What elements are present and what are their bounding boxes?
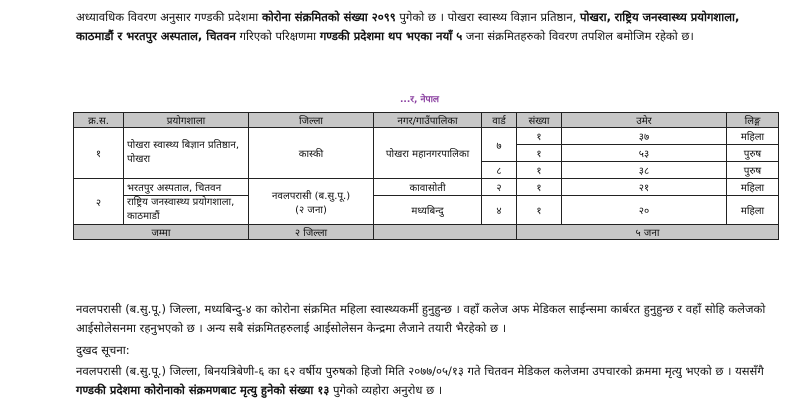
cell-municipality: मध्यबिन्दु xyxy=(374,196,482,225)
cell-gender: पुरुष xyxy=(727,145,779,162)
cell-lab: राष्ट्रिय जनस्वास्थ्य प्रयोगशाला, काठमाडौं xyxy=(124,196,249,225)
intro-lab-pokhara: पोखरा, xyxy=(579,10,611,24)
new-cases-count: गण्डकी प्रदेशमा थप भएका नयाँ ५ xyxy=(319,29,463,43)
intro-paragraph xyxy=(76,8,776,46)
death-paragraph xyxy=(76,362,776,400)
cell-age: ५३ xyxy=(562,145,727,162)
cell-ward: ४ xyxy=(482,196,517,225)
intro-text: पुगेको छ । पोखरा स्वास्थ्य विज्ञान प्रतिष्ठान, xyxy=(395,10,580,24)
total-persons: ५ जना xyxy=(517,225,779,240)
table-header-row xyxy=(74,113,779,128)
header-sn: क्र.स. xyxy=(74,113,124,128)
intro-text: गरिएको परिक्षणमा xyxy=(235,29,320,43)
cell-age: ३८ xyxy=(562,162,727,179)
cell-age: ३७ xyxy=(562,128,727,145)
death-text: पुगेको व्यहोरा अनुरोध छ । xyxy=(329,383,443,397)
district-name: नवलपरासी (ब.सु.पू.) xyxy=(271,190,351,202)
intro-labs: राष्ट्रिय जनस्वास्थ्य प्रयोगशाला, काठमाडौं र भरतपुर अस्पताल, चितवन xyxy=(76,10,740,43)
cell-district xyxy=(249,179,374,225)
cell-count: १ xyxy=(517,145,562,162)
cell-count: १ xyxy=(517,196,562,225)
cell-ward: ८ xyxy=(482,162,517,179)
total-row xyxy=(74,225,779,240)
intro-text: अध्यावधिक विवरण अनुसार गण्डकी प्रदेशमा xyxy=(76,10,262,24)
header-lab: प्रयोगशाला xyxy=(124,113,249,128)
header-gender: लिङ्ग xyxy=(727,113,779,128)
cell-sn: २ xyxy=(74,179,124,225)
health-worker-paragraph: नवलपरासी (ब.सु.पू.) जिल्ला, मध्यबिन्दु-४ का कोरोना संक्रमित महिला स्वास्थ्यकर्मी हुनुहुन्छ । वहाँ कलेज अफ मेडिकल साईन्समा कार्बरत हुनुहुन्छ र वहाँ सोहि कलेजको आईसोलेसनमा रहनुभएको छ । अन्य सबै संक्रमितहरुलाई आईसोलेसन केन्द्रमा लैजाने तयारी भैरहेको छ । xyxy=(76,302,766,335)
header-municipality: नगर/गाउँपालिका xyxy=(374,113,482,128)
cell-lab: पोखरा स्वास्थ्य बिज्ञान प्रतिष्ठान, पोखरा xyxy=(124,128,249,179)
intro-text: जना संक्रमितहरुको विवरण तपशिल बमोजिम रहेको छ। xyxy=(462,29,694,43)
cell-age: २१ xyxy=(562,179,727,196)
cases-table xyxy=(73,112,779,240)
header-district: जिल्ला xyxy=(249,113,374,128)
office-fragment: ...र, नेपाल xyxy=(400,95,440,105)
cell-sn: १ xyxy=(74,128,124,179)
district-count: (२ जना) xyxy=(295,204,327,216)
cell-count: १ xyxy=(517,179,562,196)
death-count: गण्डकी प्रदेशमा कोरोनाको संक्रमणबाट मृत्यु हुनेको संख्या १३ xyxy=(76,383,330,397)
total-infected-count: कोरोना संक्रमितको संख्या २०९९ xyxy=(261,10,396,24)
cell-count: १ xyxy=(517,162,562,179)
header-ward: वार्ड xyxy=(482,113,517,128)
cell-district: कास्की xyxy=(249,128,374,179)
cell-gender: पुरुष xyxy=(727,162,779,179)
cell-municipality: कावासोती xyxy=(374,179,482,196)
death-text: नवलपरासी (ब.सु.पू.) जिल्ला, बिनयत्रिबेणी-६ का ६२ वर्षीय पुरुषको हिजो मिति २०७७/०५/१३ गते चितवन मेडिकल कलेजमा उपचारको क्रममा मृत्यु भएको छ । यससँगै xyxy=(76,364,764,378)
cell-count: १ xyxy=(517,128,562,145)
table-row xyxy=(74,179,779,196)
total-districts: २ जिल्ला xyxy=(249,225,374,240)
cell-age: २० xyxy=(562,196,727,225)
total-label: जम्मा xyxy=(74,225,249,240)
header-age: उमेर xyxy=(562,113,727,128)
total-blank xyxy=(374,225,517,240)
header-count: संख्या xyxy=(517,113,562,128)
cell-municipality: पोखरा महानगरपालिका xyxy=(374,128,482,179)
cell-ward: ७ xyxy=(482,128,517,162)
cell-gender: महिला xyxy=(727,128,779,145)
cell-lab: भरतपुर अस्पताल, चितवन xyxy=(124,179,249,196)
table-row xyxy=(74,128,779,145)
sad-news-heading: दुखद सूचना: xyxy=(76,343,130,357)
cell-gender: महिला xyxy=(727,179,779,196)
cell-ward: २ xyxy=(482,179,517,196)
cell-gender: महिला xyxy=(727,196,779,225)
table-row xyxy=(74,196,779,225)
